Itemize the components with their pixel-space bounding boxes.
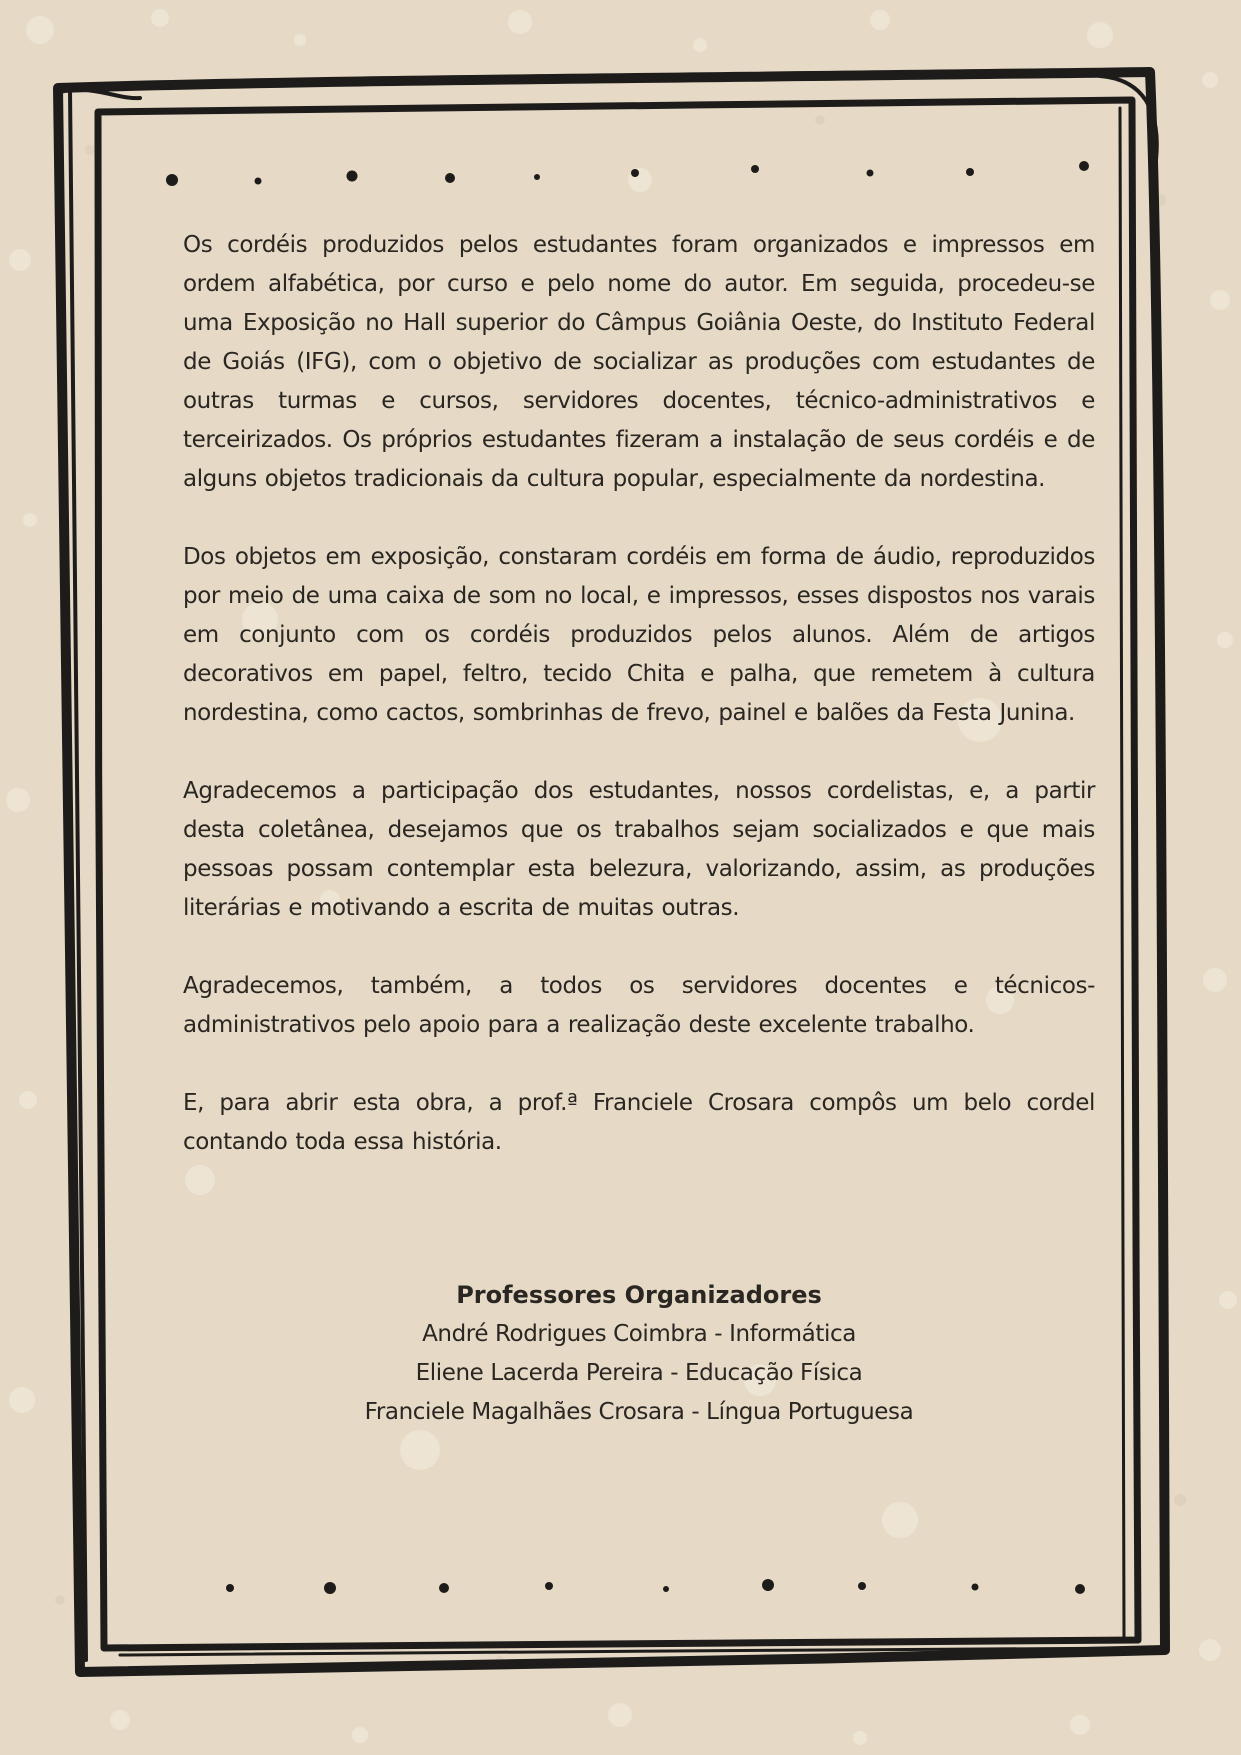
decorative-dot bbox=[972, 1584, 979, 1591]
organizer-name: Eliene Lacerda Pereira - Educação Física bbox=[415, 1360, 863, 1386]
paragraph-thanks-staff: Agradecemos, também, a todos os servidores docentes e técnicos-administrativos pelo apoio para a realização deste excelente trabalho. bbox=[183, 973, 1095, 1038]
decorative-dot bbox=[762, 1579, 774, 1591]
decorative-dot bbox=[858, 1582, 866, 1590]
organizers-title: Professores Organizadores bbox=[456, 1281, 822, 1309]
decorative-dot bbox=[751, 165, 759, 173]
frame-sketch-stroke bbox=[1120, 108, 1124, 1640]
decorative-dot bbox=[534, 174, 540, 180]
paragraph-cordel-intro: E, para abrir esta obra, a prof.ª Franciele Crosara compôs um belo cordel contando toda essa história. bbox=[183, 1090, 1095, 1155]
decorative-dot bbox=[439, 1583, 449, 1593]
organizer-name: Franciele Magalhães Crosara - Língua Portuguesa bbox=[364, 1399, 914, 1425]
top-dot-row bbox=[166, 161, 1089, 186]
decorative-dot bbox=[255, 178, 262, 185]
decorative-dot bbox=[166, 174, 178, 186]
decorative-dot bbox=[545, 1582, 553, 1590]
paragraph-objects: Dos objetos em exposição, constaram cordéis em forma de áudio, reproduzidos por meio de uma caixa de som no local, e impressos, esses dispostos nos varais em conjunto com os cordéis produzidos pelos alunos. Além de artigos decorativos em papel, feltro, tecido Chita e palha, que remetem à cultura nordestina, como cactos, sombrinhas de frevo, painel e balões da Festa Junina. bbox=[183, 544, 1095, 726]
decorative-dot bbox=[867, 170, 874, 177]
decorative-dot bbox=[631, 169, 639, 177]
decorative-dot bbox=[445, 173, 455, 183]
paragraph-exhibition: Os cordéis produzidos pelos estudantes foram organizados e impressos em ordem alfabética, por curso e pelo nome do autor. Em seguida, procedeu-se uma Exposição no Hall superior do Câmpus Goiânia Oeste, do Instituto Federal de Goiás (IFG), com o objetivo de socializar as produções com estudantes de outras turmas e cursos, servidores docentes, técnico-administrativos e terceirizados. Os próprios estudantes fizeram a instalação de seus cordéis e de alguns objetos tradicionais da cultura popular, especialmente da nordestina. bbox=[183, 232, 1095, 492]
organizers-signature bbox=[183, 1275, 1095, 1432]
decorative-dot bbox=[1079, 161, 1089, 171]
decorative-dot bbox=[1075, 1584, 1085, 1594]
decorative-dot bbox=[347, 171, 358, 182]
decorative-dot bbox=[226, 1584, 234, 1592]
decorative-dot bbox=[324, 1582, 336, 1594]
organizer-name: André Rodrigues Coimbra - Informática bbox=[422, 1321, 856, 1347]
main-text bbox=[183, 226, 1095, 1162]
paragraph-thanks-students: Agradecemos a participação dos estudantes, nossos cordelistas, e, a partir desta coletânea, desejamos que os trabalhos sejam socializados e que mais pessoas possam contemplar esta belezura, valorizando, assim, as produções literárias e motivando a escrita de muitas outras. bbox=[183, 778, 1095, 921]
bottom-dot-row bbox=[226, 1579, 1085, 1594]
decorative-dot bbox=[966, 168, 974, 176]
decorative-dot bbox=[663, 1586, 669, 1592]
